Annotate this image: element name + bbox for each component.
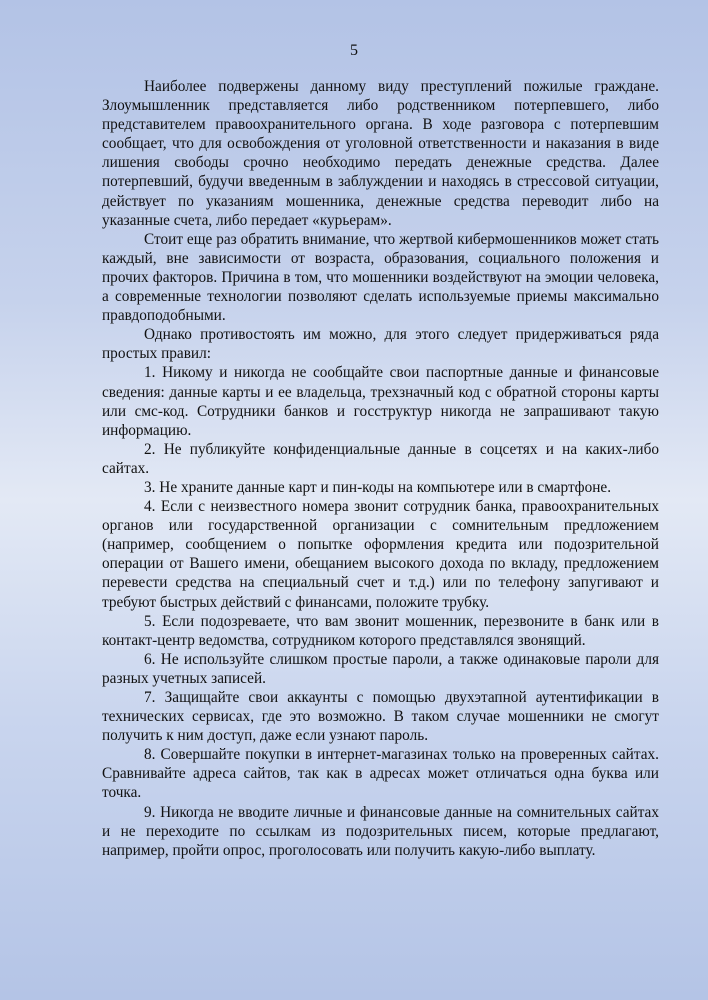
page-number: 5 <box>350 42 358 59</box>
rule-item-1: 1. Никому и никогда не сообщайте свои паспортные данные и финансовые сведения: данные карты и ее владельца, трехзначный код с обратной стороны карты или смс-код. Сотрудники банков и госструктур никогда не запрашивают такую информацию. <box>102 364 659 439</box>
rule-item-8: 8. Совершайте покупки в интернет-магазинах только на проверенных сайтах. Сравнивайте адреса сайтов, так как в адресах может отличаться одна буква или точка. <box>102 746 659 802</box>
rule-item-3: 3. Не храните данные карт и пин-коды на компьютере или в смартфоне. <box>144 478 612 496</box>
paragraph-warning: Стоит еще раз обратить внимание, что жертвой кибермошенников может стать каждый, вне зависимости от возраста, образования, социального положения и прочих факторов. Причина в том, что мошенники воздействуют на эмоции человека, а современные технологии позволяют сделать используемые приемы максимально правдоподобными. <box>102 230 659 325</box>
paragraph-rules-lead: Однако противостоять им можно, для этого следует придерживаться ряда простых правил: <box>102 326 659 363</box>
rule-item-7: 7. Защищайте свои аккаунты с помощью двухэтапной аутентификации в технических сервисах, где это возможно. В таком случае мошенники не смогут получить к ним доступ, даже если узнают пароль. <box>102 689 659 745</box>
rule-item-4: 4. Если с неизвестного номера звонит сотрудник банка, правоохранительных органов или государственной организации с сомнительным предложением (например, сообщением о попытке оформления кредита или подозрительной операции от Вашего имени, обещанием высокого дохода по вкладу, предложением перевести средства на специальный счет и т.д.) или по телефону запугивают и требуют быстрых действий с финансами, положите трубку. <box>102 498 659 611</box>
paragraph-intro: Наиболее подвержены данному виду преступлений пожилые граждане. Злоумышленник представляется либо родственником потерпевшего, либо представителем правоохранительного органа. В ходе разговора с потерпевшим сообщает, что для освобождения от уголовной ответственности и наказания в виде лишения свободы срочно необходимо передать денежные средства. Далее потерпевший, будучи введенным в заблуждении и находясь в стрессовой ситуации, действует по указаниям мошенника, денежные средства переводит либо на указанные счета, либо передает «курьерам». <box>102 78 659 229</box>
rule-item-9: 9. Никогда не вводите личные и финансовые данные на сомнительных сайтах и не переходите по ссылкам из подозрительных писем, которые предлагают, например, пройти опрос, проголосовать или получить какую-либо выплату. <box>102 803 659 859</box>
document-body <box>102 77 659 860</box>
rule-item-6: 6. Не используйте слишком простые пароли, а также одинаковые пароли для разных учетных записей. <box>102 650 659 687</box>
rule-item-5: 5. Если подозреваете, что вам звонит мошенник, перезвоните в банк или в контакт-центр ведомства, сотрудником которого представлялся звонящий. <box>102 612 659 649</box>
rule-item-2: 2. Не публикуйте конфиденциальные данные в соцсетях и на каких-либо сайтах. <box>102 440 659 477</box>
